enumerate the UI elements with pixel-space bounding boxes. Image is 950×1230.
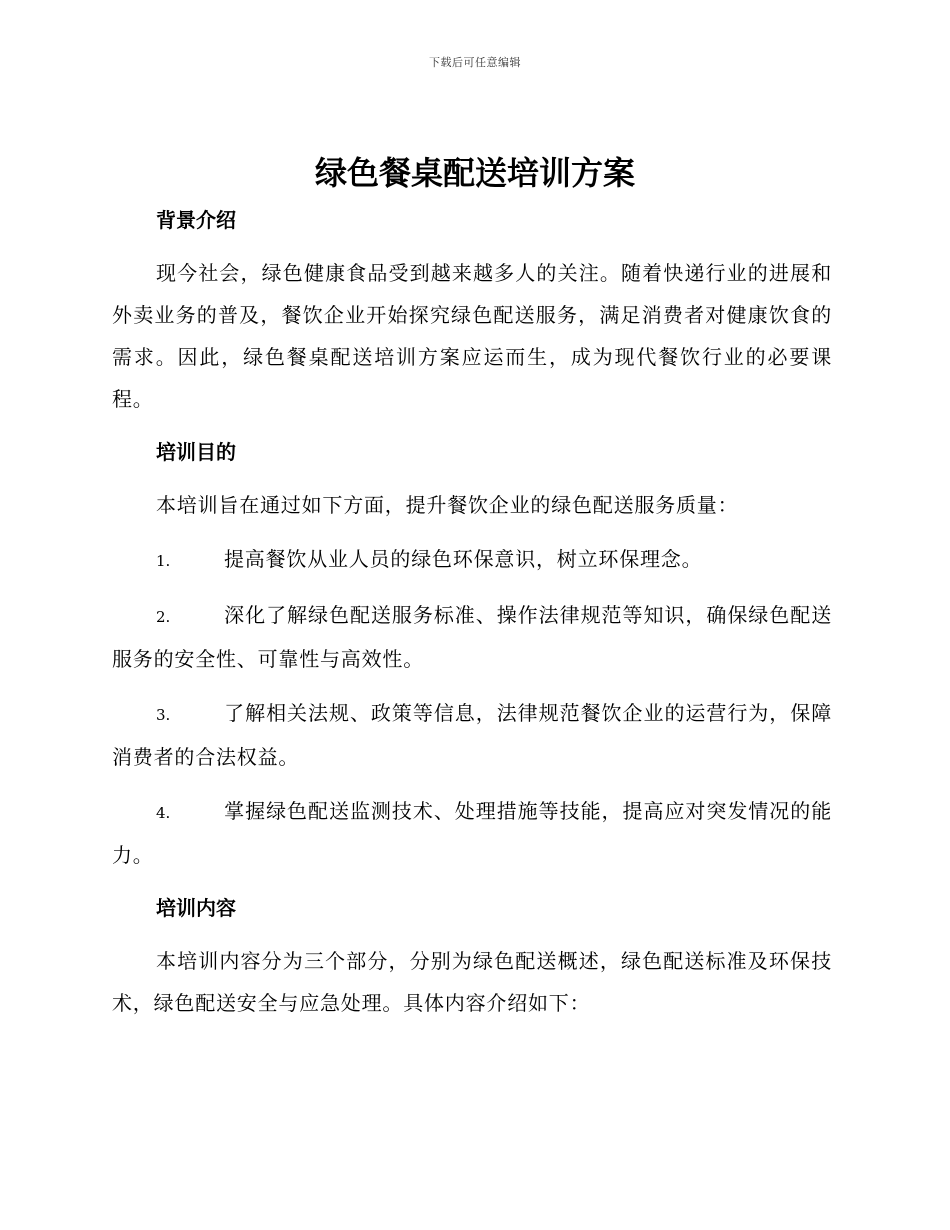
section-heading-purpose: 培训目的	[156, 440, 236, 464]
section-heading-background: 背景介绍	[156, 208, 236, 232]
list-item-number: 1.	[156, 552, 171, 570]
list-item-text: 了解相关法规、政策等信息，法律规范餐饮企业的运营行为，保障消费者的合法权益。	[112, 701, 832, 769]
list-item-text: 掌握绿色配送监测技术、处理措施等技能，提高应对突发情况的能力。	[112, 799, 832, 867]
list-item	[112, 594, 832, 680]
list-item	[112, 538, 832, 582]
content-paragraph: 本培训内容分为三个部分，分别为绿色配送概述，绿色配送标准及环保技术，绿色配送安全与应急处理。具体内容介绍如下：	[112, 949, 832, 1015]
list-item	[112, 692, 832, 778]
list-item	[112, 790, 832, 876]
list-item-number: 3.	[156, 706, 171, 724]
list-item-number: 4.	[156, 804, 171, 822]
purpose-intro: 本培训旨在通过如下方面，提升餐饮企业的绿色配送服务质量：	[156, 493, 739, 517]
list-item-number: 2.	[156, 608, 171, 626]
list-item-text: 提高餐饮从业人员的绿色环保意识，树立环保理念。	[224, 547, 703, 571]
document-title: 绿色餐桌配送培训方案	[314, 154, 635, 192]
page-header-note: 下载后可任意编辑	[429, 56, 521, 69]
document-body	[112, 200, 832, 1024]
section-heading-content: 培训内容	[156, 896, 236, 920]
background-paragraph: 现今社会，绿色健康食品受到越来越多人的关注。随着快递行业的进展和外卖业务的普及，餐饮企业开始探究绿色配送服务，满足消费者对健康饮食的需求。因此，绿色餐桌配送培训方案应运而生，成为现代餐饮行业的必要课程。	[112, 261, 832, 411]
list-item-text: 深化了解绿色配送服务标准、操作法律规范等知识，确保绿色配送服务的安全性、可靠性与高效性。	[112, 603, 832, 671]
